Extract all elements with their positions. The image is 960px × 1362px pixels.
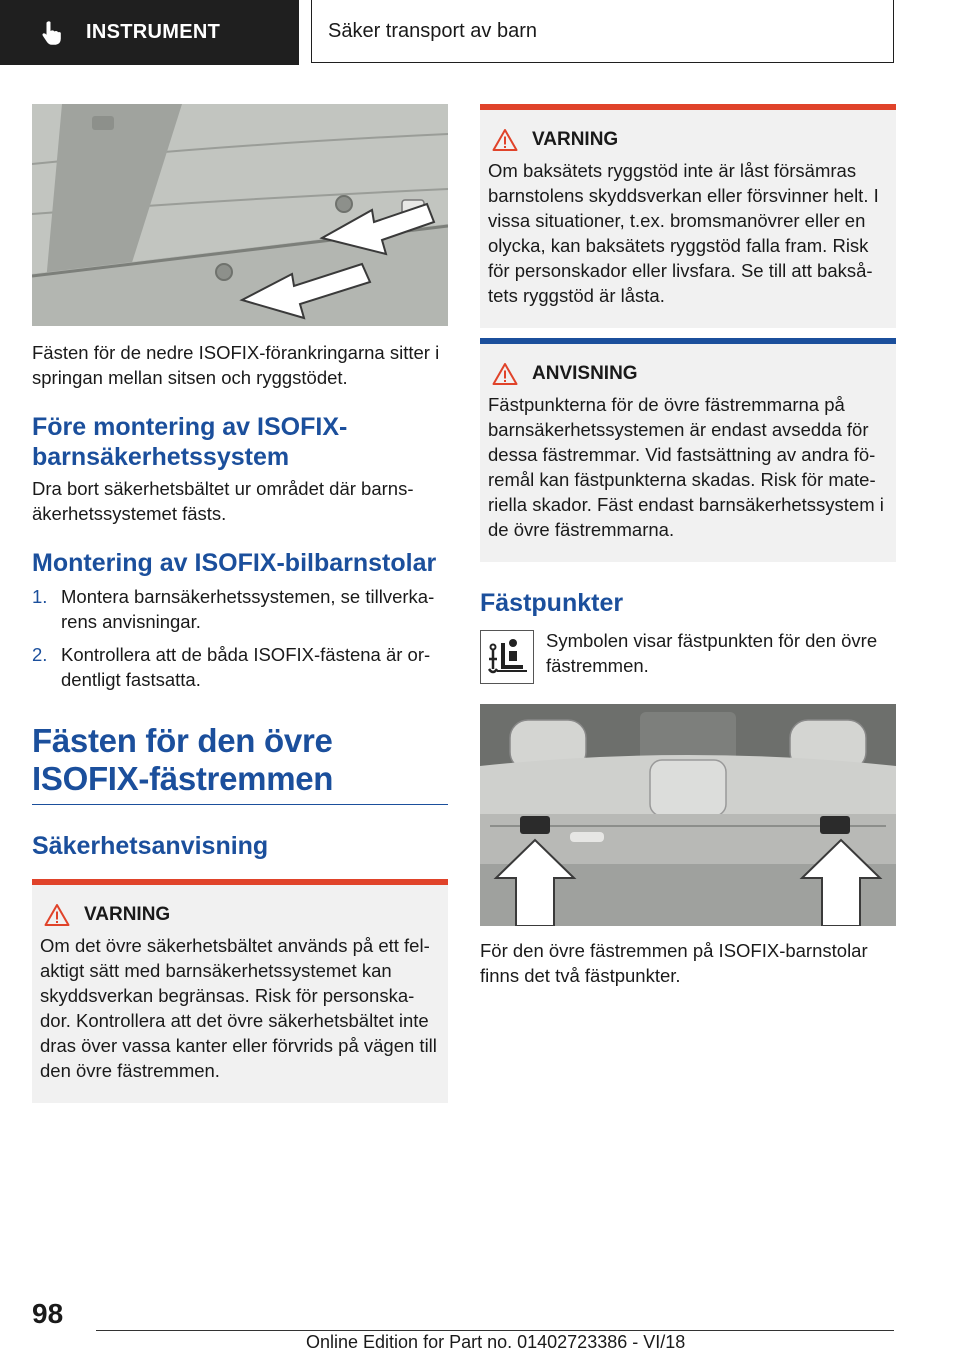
list-item	[32, 642, 448, 692]
symbol-description: Symbolen visar fästpunkten för den övre fästremmen.	[546, 630, 878, 676]
anchor-points-photo	[480, 704, 896, 926]
section-label: INSTRUMENT	[86, 21, 221, 43]
warning-title	[40, 903, 440, 927]
step-text: Kontrollera att de båda ISOFIX-fästena är or-dentligt fastsatta.	[61, 644, 431, 690]
right-column	[480, 104, 896, 988]
warning-text: Om det övre säkerhetsbältet används på ett fel-aktigt sätt med barnsäkerhetssystemet kan skyddsverkan begränsas. Risk för personska-dor. Kontrollera att det övre säkerhetsbältet inte dras över vassa kanter eller förvrids på vägen till den övre fästremmen.	[40, 935, 437, 1081]
footer-divider	[96, 1330, 894, 1331]
note-title	[488, 362, 888, 386]
symbol-frame	[480, 630, 534, 684]
warning-title	[488, 128, 888, 152]
section-title-mounting: Montering av ISOFIX-bilbarnstolar	[32, 549, 437, 577]
step-number: 1.	[32, 586, 48, 607]
page-header	[0, 0, 960, 66]
note-title-text: ANVISNING	[532, 363, 638, 384]
step-number: 2.	[32, 644, 48, 665]
note-text: Fästpunkterna för de övre fästremmarna på barnsäkerhetssystemen är endast avsedda för dessa fästremmar. Vid fastsättning av andra fö-remål kan fästpunkterna skadas. Risk för mate-riella skador. Fäst endast barnsäkerhetssystem i de övre fästremmarna.	[488, 394, 884, 540]
warning-triangle-icon	[492, 362, 518, 386]
step-text: Montera barnsäkerhetssystemen, se tillverka-rens anvisningar.	[61, 586, 435, 632]
warning-box	[32, 879, 448, 1103]
chapter-heading: Fästen för den övre ISOFIX-fästremmen	[32, 722, 448, 805]
child-seat-anchor-icon	[485, 635, 529, 679]
left-column	[32, 104, 448, 1103]
photo-caption: Fästen för de nedre ISOFIX-förankringarna sitter i springan mellan sitsen och ryggstödet.	[32, 342, 440, 388]
warning-box	[480, 104, 896, 328]
note-box	[480, 338, 896, 562]
list-item	[32, 584, 448, 634]
symbol-row	[480, 628, 896, 684]
footer-edition: Online Edition for Part no. 01402723386 - VI/18	[306, 1332, 686, 1352]
chapter-title: Säker transport av barn	[328, 19, 537, 42]
warning-triangle-icon	[492, 128, 518, 152]
photo-caption: För den övre fästremmen på ISOFIX-barnstolar finns det två fästpunkter.	[480, 940, 868, 986]
warning-title-text: VARNING	[84, 904, 171, 925]
warning-title-text: VARNING	[532, 129, 619, 150]
chapter-tab	[311, 0, 894, 63]
page-number: 98	[32, 1298, 64, 1329]
warning-text: Om baksätets ryggstöd inte är låst försämras barnstolens skyddsverkan eller försvinner helt. I vissa situationer, t.ex. bromsmanövrer eller en olycka, kan baksätets ryggstöd falla fram. Risk för personskador eller livsfara. Se till att bakså-tets ryggstöd är låsta.	[488, 160, 879, 306]
warning-triangle-icon	[44, 903, 70, 927]
pointing-hand-icon	[38, 19, 66, 47]
safety-subheading: Säkerhetsanvisning	[32, 832, 269, 860]
seat-isofix-photo	[32, 104, 448, 326]
section-tab	[0, 0, 299, 65]
mounting-steps	[32, 584, 448, 692]
section-title-before-mounting: Före montering av ISOFIX-barnsäkerhetssystem	[32, 413, 348, 471]
section-title-anchor-points: Fästpunkter	[480, 589, 624, 617]
section-body-before-mounting: Dra bort säkerhetsbältet ur området där barns-äkerhetssystemet fästs.	[32, 478, 414, 524]
